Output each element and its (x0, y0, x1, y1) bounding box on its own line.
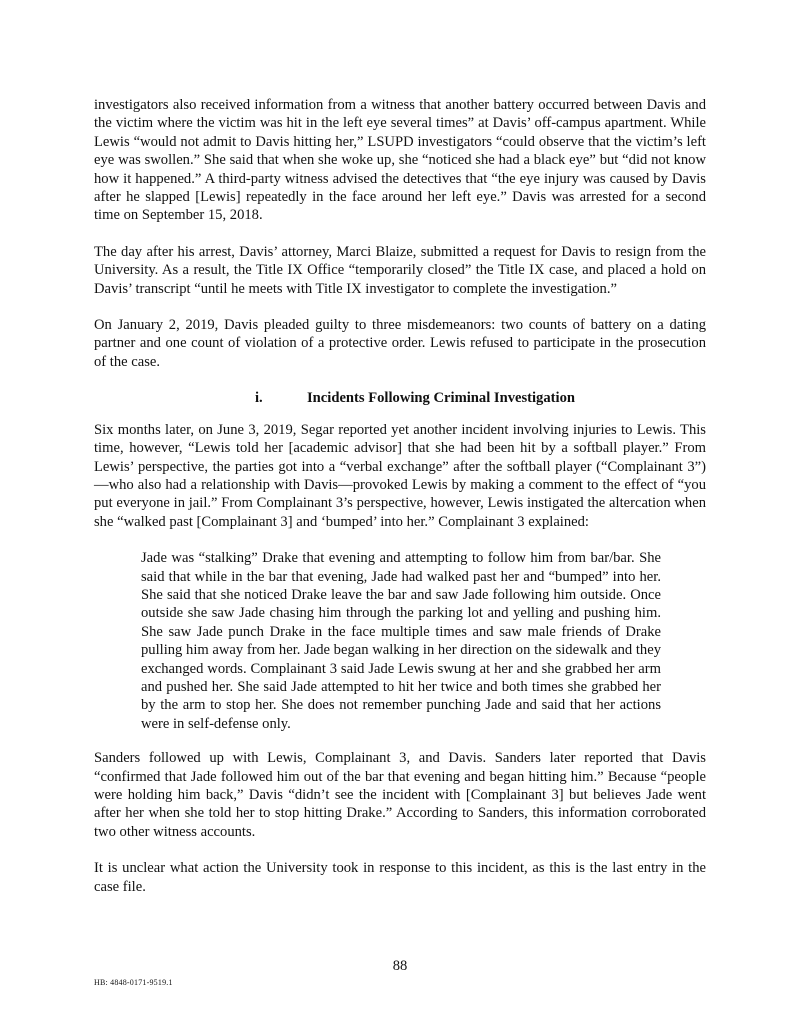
paragraph-case-file-end: It is unclear what action the University took in response to this incident, as this is the last entry in the case file. (94, 860, 706, 895)
paragraph-sanders-follow-up: Sanders followed up with Lewis, Complainant 3, and Davis. Sanders later reported that Davis “confirmed that Jade followed him out of the bar that evening and began hitting him.” Because “people were holding him back,” Davis “didn’t see the incident with [Complainant 3] but believes Jade went after her when she told her to stop hitting Drake.” According to Sanders, this information corroborated two other witness accounts. (94, 750, 706, 840)
section-number: i. (255, 390, 263, 407)
page-body (94, 96, 706, 914)
paragraph-resignation-request: The day after his arrest, Davis’ attorney, Marci Blaize, submitted a request for Davis to resign from the University. As a result, the Title IX Office “temporarily closed” the Title IX case, and placed a hold on Davis’ transcript “until he meets with Title IX investigator to complete the investigation.” (94, 243, 706, 297)
paragraph-guilty-plea: On January 2, 2019, Davis pleaded guilty to three misdemeanors: two counts of battery on a dating partner and one count of violation of a protective order. Lewis refused to participate in the prosecution of the case. (94, 317, 706, 370)
section-title: Incidents Following Criminal Investigation (307, 390, 575, 407)
paragraph-second-battery: investigators also received information from a witness that another battery occurred between Davis and the victim where the victim was hit in the left eye several times” at Davis’ off-campus apartment. While Lewis “would not admit to Davis hitting her,” LSUPD investigators “could observe that the victim’s left eye was swollen.” She said that when she woke up, she “noticed she had a black eye” but “did not know how it happened.” A third-party witness advised the detectives that “the eye injury was caused by Davis after he slapped [Lewis] repeatedly in the face around her left eye.” Davis was arrested for a second time on September 15, 2018. (94, 97, 706, 224)
document-id: HB: 4848-0171-9519.1 (94, 978, 173, 987)
section-heading (94, 389, 706, 407)
paragraph-softball-incident: Six months later, on June 3, 2019, Segar reported yet another incident involving injuries to Lewis. This time, however, “Lewis told her [academic advisor] that she had been hit by a softball player.” From Lewis’ perspective, the parties got into a “verbal exchange” after the softball player (“Complainant 3”)—who also had a relationship with Davis—provoked Lewis by making a comment to the effect of “you put everyone in jail.” From Complainant 3’s perspective, however, Lewis instigated the altercation when she “walked past [Complainant 3] and ‘bumped’ into her.” Complainant 3 explained: (94, 421, 706, 530)
complainant-statement-quote: Jade was “stalking” Drake that evening and attempting to follow him from bar/bar. She said that while in the bar that evening, Jade had walked past her and “bumped” into her. She said that she noticed Drake leave the bar and saw Jade following him outside. Once outside she saw Jade chasing him through the parking lot and yelling and pushing him. She saw Jade punch Drake in the face multiple times and saw male friends of Drake pulling him away from her. Jade began walking in her direction on the sidewalk and they exchanged words. Complainant 3 said Jade Lewis swung at her and she grabbed her arm and pushed her. She said Jade attempted to hit her twice and both times she grabbed her by the arm to stop her. She does not remember punching Jade and said that her actions were in self-defense only. (141, 550, 661, 732)
page-number: 88 (392, 958, 408, 974)
